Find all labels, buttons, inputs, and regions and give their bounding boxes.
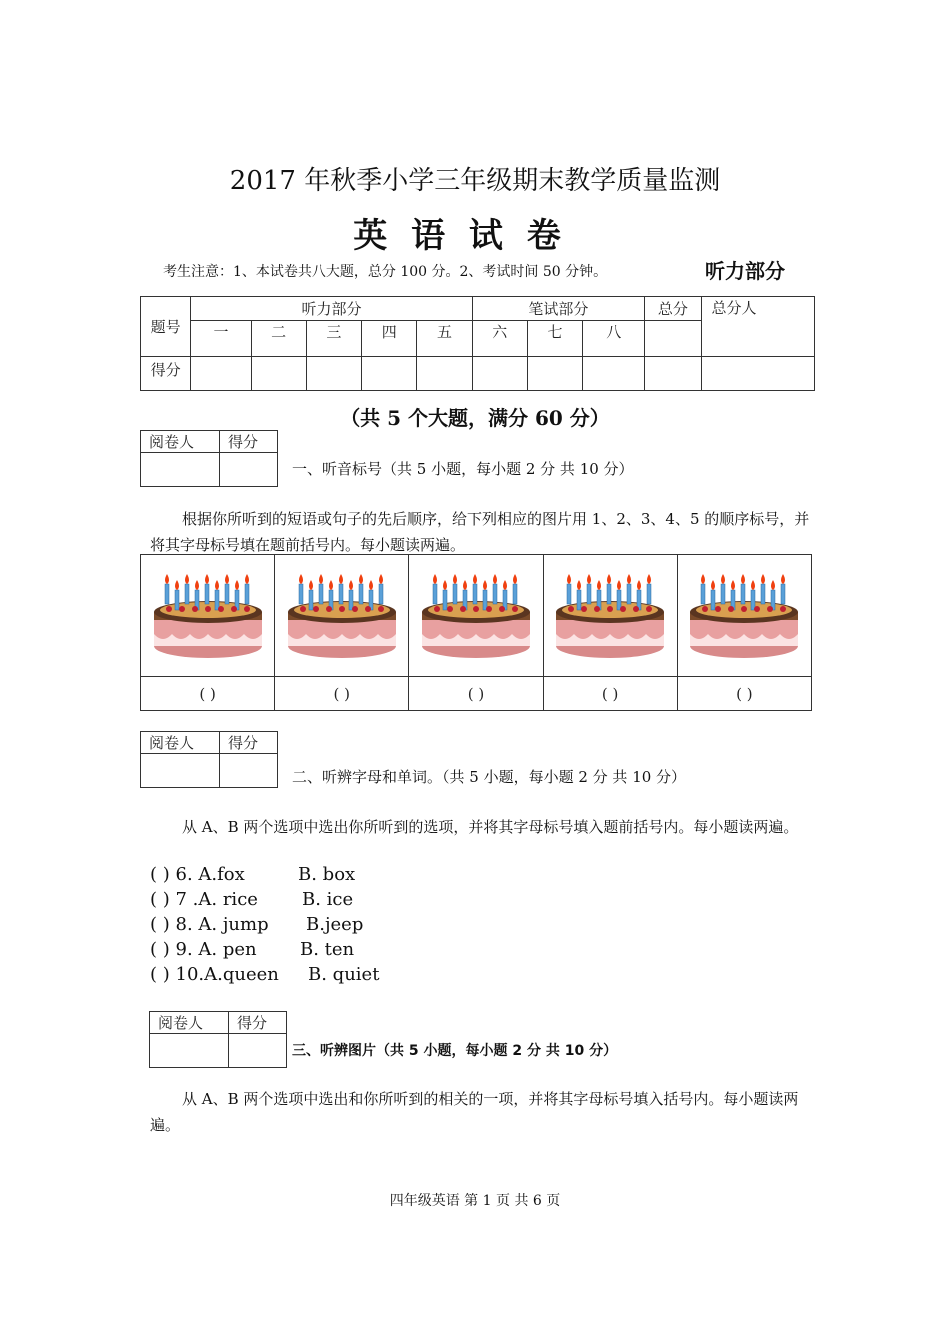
cake-cell [275, 555, 409, 677]
choice-question: ( ) 6. A.fox [150, 864, 245, 885]
birthday-cake-icon [283, 564, 401, 664]
choice-item [150, 912, 379, 937]
birthday-cake-icon [551, 564, 669, 664]
group-write: 笔试部分 [472, 297, 645, 321]
group-listen: 听力部分 [191, 297, 472, 321]
section2-title: 二、听辨字母和单词。（共 5 小题，每小题 2 分 共 10 分） [292, 768, 687, 786]
grader-reviewer-cell[interactable] [141, 453, 220, 487]
answer-blank[interactable]: ( ) [275, 677, 409, 711]
birthday-cake-icon [149, 564, 267, 664]
grader-box-3 [149, 1011, 287, 1068]
grader-reviewer-label: 阅卷人 [141, 732, 220, 754]
part-label: 听力部分 [705, 259, 785, 283]
choice-item [150, 962, 379, 987]
section1-instructions: 根据你所听到的短语或句子的先后顺序，给下列相应的图片用 1、2、3、4、5 的顺序标号，并将其字母标号填在题前括号内。每小题读两遍。 [150, 510, 810, 554]
score-cell[interactable] [472, 357, 527, 391]
choice-option-b: B. ice [302, 889, 354, 910]
cake-cell [409, 555, 543, 677]
score-cell[interactable] [362, 357, 417, 391]
cake-picture-table [140, 554, 812, 711]
exam-subtitle: 英 语 试 卷 [353, 216, 567, 256]
grader-reviewer-label: 阅卷人 [141, 431, 220, 453]
choice-item [150, 887, 379, 912]
q-num-2: 二 [251, 321, 306, 357]
choice-option-b: B. quiet [308, 964, 380, 985]
grader-reviewer-cell[interactable] [150, 1034, 229, 1068]
choice-item [150, 862, 379, 887]
cake-cell [543, 555, 677, 677]
grader-score-cell[interactable] [220, 754, 278, 788]
q-num-6: 六 [472, 321, 527, 357]
exam-title: 2017 年秋季小学三年级期末教学质量监测 [229, 166, 721, 196]
answer-blank[interactable]: ( ) [677, 677, 811, 711]
birthday-cake-icon [685, 564, 803, 664]
choice-option-b: B. ten [300, 939, 355, 960]
grader-score-label: 得分 [220, 732, 278, 754]
choice-item [150, 937, 379, 962]
grader-reviewer-label: 阅卷人 [150, 1012, 229, 1034]
q-num-5: 五 [417, 321, 472, 357]
page-footer: 四年级英语 第 1 页 共 6 页 [389, 1193, 561, 1209]
row-label-score: 得分 [141, 357, 191, 391]
section2-instructions: 从 A、B 两个选项中选出你所听到的选项，并将其字母标号填入题前括号内。每小题读两遍。 [182, 818, 799, 836]
total-header: 总分 [645, 297, 701, 321]
answer-blank[interactable]: ( ) [543, 677, 677, 711]
score-cell[interactable] [701, 357, 814, 391]
answer-blank[interactable]: ( ) [141, 677, 275, 711]
section1-title: 一、听音标号（共 5 小题，每小题 2 分 共 10 分） [292, 460, 634, 478]
grader-score-label: 得分 [229, 1012, 287, 1034]
score-cell[interactable] [645, 357, 701, 391]
section3-instructions: 从 A、B 两个选项中选出和你所听到的相关的一项，并将其字母标号填入括号内。每小题读两遍。 [150, 1090, 799, 1134]
answer-blank[interactable]: ( ) [409, 677, 543, 711]
q-num-1: 一 [191, 321, 251, 357]
score-cell[interactable] [191, 357, 251, 391]
grader-box-1 [140, 430, 278, 487]
exam-notice: 考生注意：1、本试卷共八大题，总分 100 分。2、考试时间 50 分钟。 [163, 264, 608, 280]
score-cell[interactable] [417, 357, 472, 391]
choice-list [150, 862, 379, 987]
grader-reviewer-cell[interactable] [141, 754, 220, 788]
cake-cell [141, 555, 275, 677]
listening-summary: （共 5 个大题，满分 60 分） [340, 406, 610, 430]
choice-question: ( ) 8. A. jump [150, 914, 269, 935]
choice-option-b: B. box [298, 864, 356, 885]
choice-question: ( ) 10.A.queen [150, 964, 279, 985]
grader-score-cell[interactable] [220, 453, 278, 487]
score-table [140, 296, 815, 391]
q-num-3: 三 [306, 321, 361, 357]
total-cell [645, 321, 701, 357]
section3-title: 三、听辨图片（共 5 小题，每小题 2 分 共 10 分） [292, 1043, 618, 1059]
row-label-number: 题号 [141, 297, 191, 357]
grader-score-cell[interactable] [229, 1034, 287, 1068]
choice-question: ( ) 7 .A. rice [150, 889, 258, 910]
score-cell[interactable] [306, 357, 361, 391]
q-num-7: 七 [527, 321, 582, 357]
cake-cell [677, 555, 811, 677]
grader-box-2 [140, 731, 278, 788]
choice-question: ( ) 9. A. pen [150, 939, 257, 960]
q-num-4: 四 [362, 321, 417, 357]
score-cell[interactable] [583, 357, 645, 391]
birthday-cake-icon [417, 564, 535, 664]
q-num-8: 八 [583, 321, 645, 357]
choice-option-b: B.jeep [306, 914, 364, 935]
score-cell[interactable] [527, 357, 582, 391]
scorer-header: 总分人 [701, 297, 814, 357]
score-cell[interactable] [251, 357, 306, 391]
grader-score-label: 得分 [220, 431, 278, 453]
